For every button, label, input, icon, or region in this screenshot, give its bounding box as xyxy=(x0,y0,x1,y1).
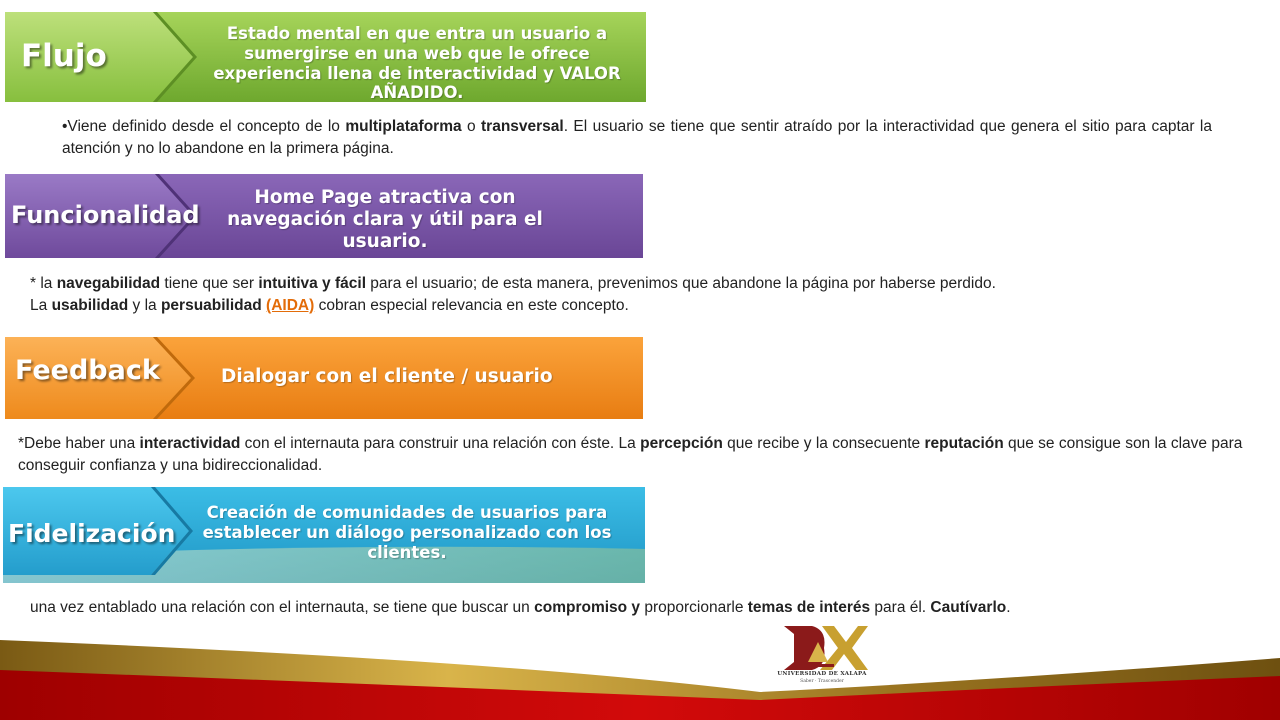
funcionalidad-banner xyxy=(5,174,643,258)
text: . xyxy=(1006,599,1011,616)
emphasis: Cautívarlo xyxy=(930,599,1007,616)
emphasis: intuitiva y fácil xyxy=(258,275,366,292)
feedback-paragraph xyxy=(18,433,1248,477)
text: que recibe y la consecuente xyxy=(722,435,925,452)
emphasis: transversal xyxy=(481,118,564,135)
funcionalidad-description: Home Page atractiva con navegación clara y útil para el usuario. xyxy=(227,187,543,253)
flujo-description: Estado mental en que entra un usuario a sumergirse en una web que le ofrece experiencia llena de interactividad y VALOR AÑADIDO. xyxy=(213,24,621,102)
emphasis: compromiso y xyxy=(534,599,641,616)
emphasis: persuabilidad xyxy=(160,297,262,314)
text: y la xyxy=(128,297,161,314)
logo-motto: Saber · Trascender xyxy=(800,679,844,684)
emphasis: reputación xyxy=(924,435,1004,452)
text: * la xyxy=(30,275,57,292)
fidelizacion-banner xyxy=(3,487,645,583)
text: . El usuario se tiene que sentir atraído por la interactividad que genera el sitio para captar la atención y no lo abandone en la primera página. xyxy=(62,118,1212,157)
feedback-description: Dialogar con el cliente / usuario xyxy=(221,366,553,387)
emphasis: percepción xyxy=(640,435,723,452)
fidelizacion-title: Fidelización xyxy=(8,519,176,548)
text: proporcionarle xyxy=(640,599,748,616)
funcionalidad-title: Funcionalidad xyxy=(11,201,200,229)
flujo-paragraph xyxy=(62,116,1212,160)
text: La xyxy=(30,297,52,314)
feedback-banner xyxy=(5,337,643,419)
text: o xyxy=(461,118,481,135)
text: cobran especial relevancia en este concepto. xyxy=(314,297,629,314)
footer-wave xyxy=(0,640,1280,720)
text: que se consigue son la clave para conseguir confianza y una bidireccionalidad. xyxy=(18,435,1243,474)
flujo-banner xyxy=(5,12,646,102)
feedback-title: Feedback xyxy=(15,355,160,386)
text: para el usuario; de esta manera, prevenimos que abandone la página por haberse perdido. xyxy=(366,275,996,292)
text: con el internauta para construir una relación con éste. La xyxy=(240,435,641,452)
text: •Viene definido desde el concepto de lo xyxy=(62,118,346,135)
emphasis: interactividad xyxy=(139,435,241,452)
flujo-title: Flujo xyxy=(21,38,107,74)
text: para él. xyxy=(870,599,931,616)
text: tiene que ser xyxy=(160,275,259,292)
funcionalidad-paragraph xyxy=(30,273,1250,317)
text: una vez entablado una relación con el internauta, se tiene que buscar un xyxy=(30,599,535,616)
fidelizacion-description: Creación de comunidades de usuarios para establecer un diálogo personalizado con los clientes. xyxy=(202,503,612,562)
emphasis: usabilidad xyxy=(51,297,129,314)
logo-name: UNIVERSIDAD DE XALAPA xyxy=(777,671,867,677)
fidelizacion-paragraph xyxy=(30,597,1090,619)
text: *Debe haber una xyxy=(18,435,140,452)
aida-link[interactable]: (AIDA) xyxy=(266,297,315,314)
emphasis: temas de interés xyxy=(747,599,871,616)
emphasis: navegabilidad xyxy=(56,275,161,292)
emphasis: multiplataforma xyxy=(345,118,462,135)
